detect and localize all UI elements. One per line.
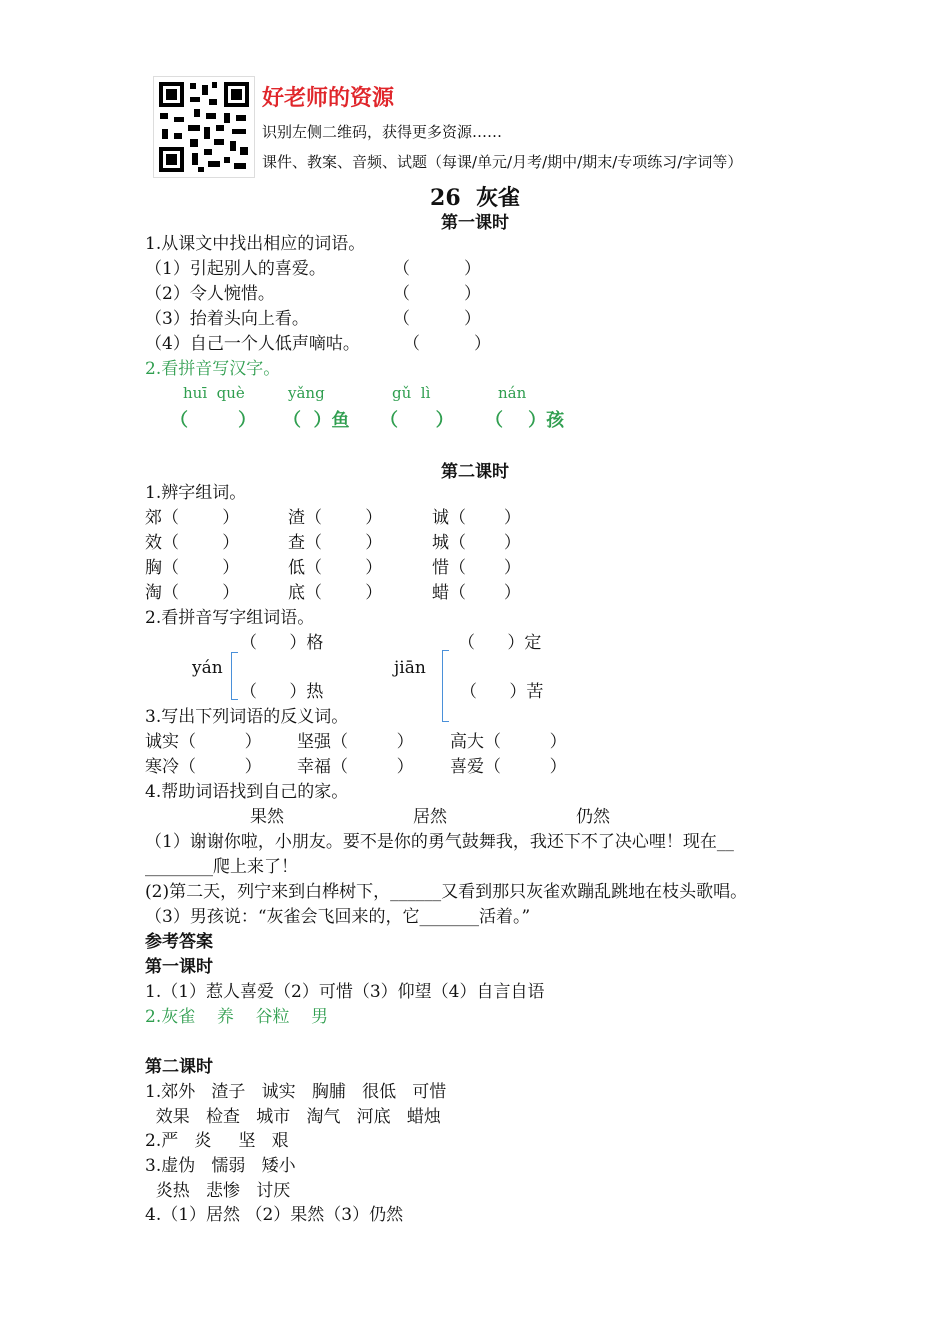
answers-lesson-2-heading: 第二课时 bbox=[145, 1057, 213, 1077]
char-compare-cell: 底（ ） bbox=[288, 583, 383, 603]
pinyin-label: yǎng bbox=[288, 384, 325, 402]
lesson-2-heading: 第二课时 bbox=[441, 462, 509, 482]
l2-q4-sentence-3: （3）男孩说：“灰雀会飞回来的，它_______活着。” bbox=[145, 907, 531, 927]
l1-q1-item: （1）引起别人的喜爱。 bbox=[145, 259, 326, 279]
l1-q1-item: （2）令人惋惜。 bbox=[145, 284, 275, 304]
char-compare-cell: 诚（ ） bbox=[432, 508, 521, 528]
word-option: 果然 bbox=[250, 807, 284, 827]
answer-line: 3.虚伪 懦弱 矮小 bbox=[145, 1156, 296, 1176]
jian-bottom-blank: （ ）苦 bbox=[460, 682, 544, 702]
yan-pinyin: yán bbox=[192, 658, 223, 678]
answers-heading: 参考答案 bbox=[145, 932, 213, 952]
l1-q1-item: （3）抬着头向上看。 bbox=[145, 309, 309, 329]
char-compare-cell: 渣（ ） bbox=[288, 508, 383, 528]
pinyin-label: gǔ lì bbox=[392, 384, 431, 402]
antonym-cell: 幸福（ ） bbox=[297, 757, 414, 777]
answer-line: 炎热 悲惨 讨厌 bbox=[145, 1181, 291, 1201]
l2-q4-sentence-2: (2)第二天，列宁来到白桦树下，______又看到那只灰雀欢蹦乱跳地在枝头歌唱。 bbox=[145, 882, 748, 902]
l1-q2-title: 2.看拼音写汉字。 bbox=[145, 359, 281, 379]
l1-q1-blank: （ ） bbox=[393, 309, 482, 329]
page-title: 26 灰雀 bbox=[430, 185, 520, 211]
antonym-cell: 诚实（ ） bbox=[145, 732, 262, 752]
char-compare-cell: 蜡（ ） bbox=[432, 583, 521, 603]
l2-q4-sentence-1b: ________爬上来了！ bbox=[145, 857, 298, 877]
word-option: 居然 bbox=[413, 807, 447, 827]
char-compare-cell: 效（ ） bbox=[145, 533, 240, 553]
word-option: 仍然 bbox=[576, 807, 610, 827]
l2-q3-title: 3.写出下列词语的反义词。 bbox=[145, 707, 349, 727]
pinyin-label: huī què bbox=[183, 384, 245, 402]
qr-code-image bbox=[153, 76, 255, 178]
answer-line: 4.（1）居然 （2）果然（3）仍然 bbox=[145, 1205, 404, 1225]
header-line-2: 课件、教案、音频、试题（每课/单元/月考/期中/期末/专项练习/字词等） bbox=[262, 153, 743, 171]
answer-blank: （ ） bbox=[170, 410, 257, 431]
jian-brace bbox=[442, 650, 449, 722]
answer-line: 2.严 炎 坚 艰 bbox=[145, 1131, 289, 1151]
l2-q4-sentence-1a: （1）谢谢你啦，小朋友。要不是你的勇气鼓舞我，我还下不了决心哩！现在__ bbox=[145, 832, 734, 852]
header-line-1: 识别左侧二维码，获得更多资源…… bbox=[262, 123, 503, 141]
l2-q1-title: 1.辨字组词。 bbox=[145, 483, 247, 503]
brand-title: 好老师的资源 bbox=[262, 86, 395, 111]
answer-line: 1.（1）惹人喜爱（2）可惜（3）仰望（4）自言自语 bbox=[145, 982, 545, 1002]
l1-q1-blank: （ ） bbox=[393, 284, 482, 304]
l1-q1-item: （4）自己一个人低声嘀咕。 bbox=[145, 334, 360, 354]
answer-line: 效果 检查 城市 淘气 河底 蜡烛 bbox=[145, 1107, 441, 1127]
yan-bottom-blank: （ ）热 bbox=[240, 682, 324, 702]
char-compare-cell: 惜（ ） bbox=[432, 558, 521, 578]
qr-code-graphic bbox=[154, 77, 254, 177]
l1-q1-title: 1.从课文中找出相应的词语。 bbox=[145, 234, 366, 254]
antonym-cell: 喜爱（ ） bbox=[450, 757, 567, 777]
yan-brace bbox=[231, 652, 238, 700]
char-compare-cell: 郊（ ） bbox=[145, 508, 240, 528]
char-compare-cell: 查（ ） bbox=[288, 533, 383, 553]
antonym-cell: 寒冷（ ） bbox=[145, 757, 262, 777]
l2-q4-title: 4.帮助词语找到自己的家。 bbox=[145, 782, 349, 802]
antonym-cell: 坚强（ ） bbox=[297, 732, 414, 752]
jian-top-blank: （ ）定 bbox=[458, 633, 542, 653]
pinyin-label: nán bbox=[498, 384, 527, 402]
char-compare-cell: 胸（ ） bbox=[145, 558, 240, 578]
jian-pinyin: jiān bbox=[394, 658, 426, 678]
yan-top-blank: （ ）格 bbox=[240, 633, 324, 653]
char-compare-cell: 低（ ） bbox=[288, 558, 383, 578]
answer-blank: （ ） bbox=[380, 410, 454, 431]
char-compare-cell: 淘（ ） bbox=[145, 583, 240, 603]
l1-q1-blank: （ ） bbox=[403, 334, 492, 354]
answers-lesson-1-heading: 第一课时 bbox=[145, 957, 213, 977]
answer-blank: （ ）鱼 bbox=[283, 410, 350, 431]
answer-line: 2.灰雀 养 谷粒 男 bbox=[145, 1007, 329, 1027]
answer-blank: （ ）孩 bbox=[485, 410, 565, 431]
char-compare-cell: 城（ ） bbox=[432, 533, 521, 553]
lesson-1-heading: 第一课时 bbox=[441, 213, 509, 233]
antonym-cell: 高大（ ） bbox=[450, 732, 567, 752]
l1-q1-blank: （ ） bbox=[393, 259, 482, 279]
l2-q2-title: 2.看拼音写字组词语。 bbox=[145, 608, 315, 628]
answer-line: 1.郊外 渣子 诚实 胸脯 很低 可惜 bbox=[145, 1082, 447, 1102]
